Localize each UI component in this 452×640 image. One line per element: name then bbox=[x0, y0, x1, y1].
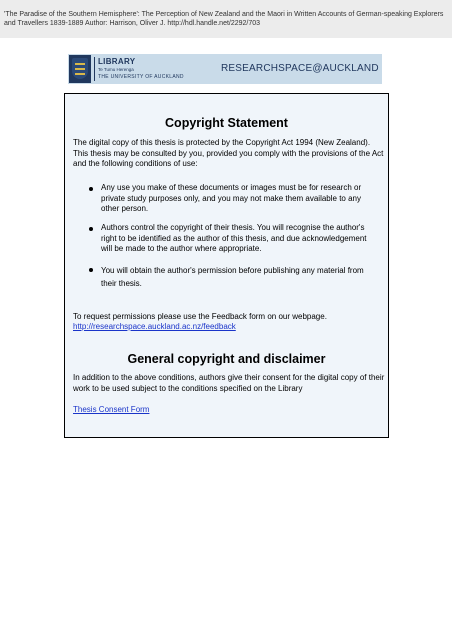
condition-item-permission: You will obtain the author's permission before publishing any material from their thesis. bbox=[101, 266, 364, 288]
bullet-icon bbox=[89, 268, 93, 272]
repository-name: RESEARCHSPACE@AUCKLAND bbox=[221, 63, 379, 74]
condition-item-research: Any use you make of these documents or images must be for research or private study purposes only, and you may not make them available to any other person. bbox=[101, 183, 362, 214]
disclaimer-text: In addition to the above conditions, authors give their consent for the digital copy of their work to be used subject to the conditions specified on the Library bbox=[73, 373, 385, 393]
copyright-intro: The digital copy of this thesis is protected by the Copyright Act 1994 (New Zealand). This thesis may be consulted by you, provided you comply with the provisions of the Act and the following conditions of use: bbox=[73, 138, 384, 169]
disclaimer-heading: General copyright and disclaimer bbox=[127, 352, 326, 366]
university-crest-icon bbox=[69, 55, 91, 83]
copyright-heading: Copyright Statement bbox=[165, 116, 288, 130]
library-subtitle: Te Tumu Herenga bbox=[98, 67, 134, 72]
thesis-consent-form-link[interactable]: Thesis Consent Form bbox=[73, 405, 150, 414]
copyright-statement-box bbox=[64, 93, 389, 438]
condition-item-author-rights: Authors control the copyright of their thesis. You will recognise the author's right to be identified as the author of this thesis, and due acknowledgement will be made to the author where appropriate. bbox=[101, 223, 367, 254]
library-banner bbox=[68, 54, 382, 84]
bullet-icon bbox=[89, 227, 93, 231]
bullet-icon bbox=[89, 187, 93, 191]
university-name: THE UNIVERSITY OF AUCKLAND bbox=[98, 74, 184, 80]
citation-bar bbox=[0, 0, 452, 38]
feedback-link[interactable]: http://researchspace.auckland.ac.nz/feedback bbox=[73, 322, 236, 331]
permissions-text: To request permissions please use the Feedback form on our webpage. bbox=[73, 312, 327, 321]
citation-text: 'The Paradise of the Southern Hemisphere': The Perception of New Zealand and the Maori in Written Accounts of German-speaking Explorers and Travellers 1839-1889 Author: Harrison, Oliver J. http://hdl.handle.net/2292/703 bbox=[4, 11, 444, 27]
banner-divider bbox=[94, 57, 95, 81]
library-title: LIBRARY bbox=[98, 57, 136, 66]
